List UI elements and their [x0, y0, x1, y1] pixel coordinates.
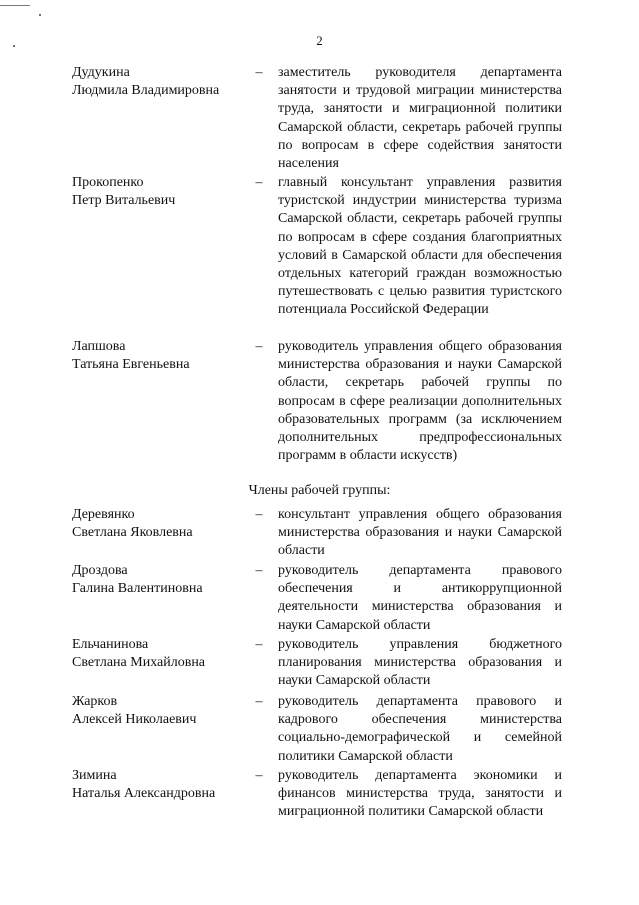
person-position: руководитель департамента правового и кадрового обеспечения министерства социально-демографической и семейной политики Самарской области: [278, 694, 562, 764]
person-position: руководитель департамента экономики и финансов министерства труда, занятости и миграционной политики Самарской области: [278, 768, 562, 820]
person-surname: Зимина: [72, 768, 117, 783]
person-surname: Жарков: [72, 694, 118, 709]
dash-separator: –: [255, 563, 263, 578]
dash-separator: –: [255, 175, 263, 190]
members-heading: Члены рабочей группы:: [248, 483, 391, 498]
dash-separator: –: [255, 637, 263, 652]
person-given-names: Наталья Александровна: [72, 786, 216, 802]
person-position: руководитель управления общего образования министерства образования и науки Самарской области, секретарь рабочей группы по вопросам в сфере реализации дополнительных образовательных программ (за исключением дополнительных предпрофессиональных программ в области искусств): [278, 339, 562, 464]
person-surname: Дудукина: [72, 65, 130, 80]
person-name: [72, 338, 247, 374]
person-given-names: Людмила Владимировна: [72, 83, 220, 99]
page-number: 2: [316, 33, 323, 48]
dash-separator: –: [255, 694, 263, 709]
dash-separator: –: [255, 339, 263, 354]
person-given-names: Светлана Михайловна: [72, 655, 206, 671]
scan-speck: [0, 5, 30, 6]
person-position: руководитель управления бюджетного планирования министерства образования и науки Самарской области: [278, 637, 562, 689]
person-name: [72, 767, 247, 803]
dash-separator: –: [255, 65, 263, 80]
person-surname: Лапшова: [72, 339, 126, 354]
person-surname: Дроздова: [72, 563, 128, 578]
person-name: [72, 636, 247, 672]
person-name: [72, 506, 247, 542]
person-name: [72, 174, 247, 210]
person-position: консультант управления общего образования министерства образования и науки Самарской области: [278, 507, 562, 559]
person-position: главный консультант управления развития туристской индустрии министерства туризма Самарской области, секретарь рабочей группы по вопросам в сфере создания благоприятных условий в Самарской области для обеспечения отдельных категорий граждан возможностью путешествовать с целью развития туристского потенциала Российской Федерации: [278, 175, 562, 318]
person-surname: Деревянко: [72, 507, 135, 522]
person-position: руководитель департамента правового обеспечения и антикоррупционной деятельности министерства образования и науки Самарской области: [278, 563, 562, 633]
person-surname: Прокопенко: [72, 175, 144, 190]
person-given-names: Татьяна Евгеньевна: [72, 357, 190, 373]
person-position: заместитель руководителя департамента занятости и трудовой миграции министерства труда, занятости и миграционной политики Самарской области, секретарь рабочей группы по вопросам в сфере содействия занятости населения: [278, 65, 562, 172]
person-name: [72, 64, 247, 100]
person-given-names: Галина Валентиновна: [72, 581, 203, 597]
person-given-names: Петр Витальевич: [72, 193, 176, 209]
dash-separator: –: [255, 507, 263, 522]
scan-speck: [39, 14, 41, 16]
dash-separator: –: [255, 768, 263, 783]
person-name: [72, 693, 247, 729]
person-given-names: Светлана Яковлевна: [72, 525, 193, 541]
person-name: [72, 562, 247, 598]
person-given-names: Алексей Николаевич: [72, 712, 197, 728]
person-surname: Ельчанинова: [72, 637, 149, 652]
